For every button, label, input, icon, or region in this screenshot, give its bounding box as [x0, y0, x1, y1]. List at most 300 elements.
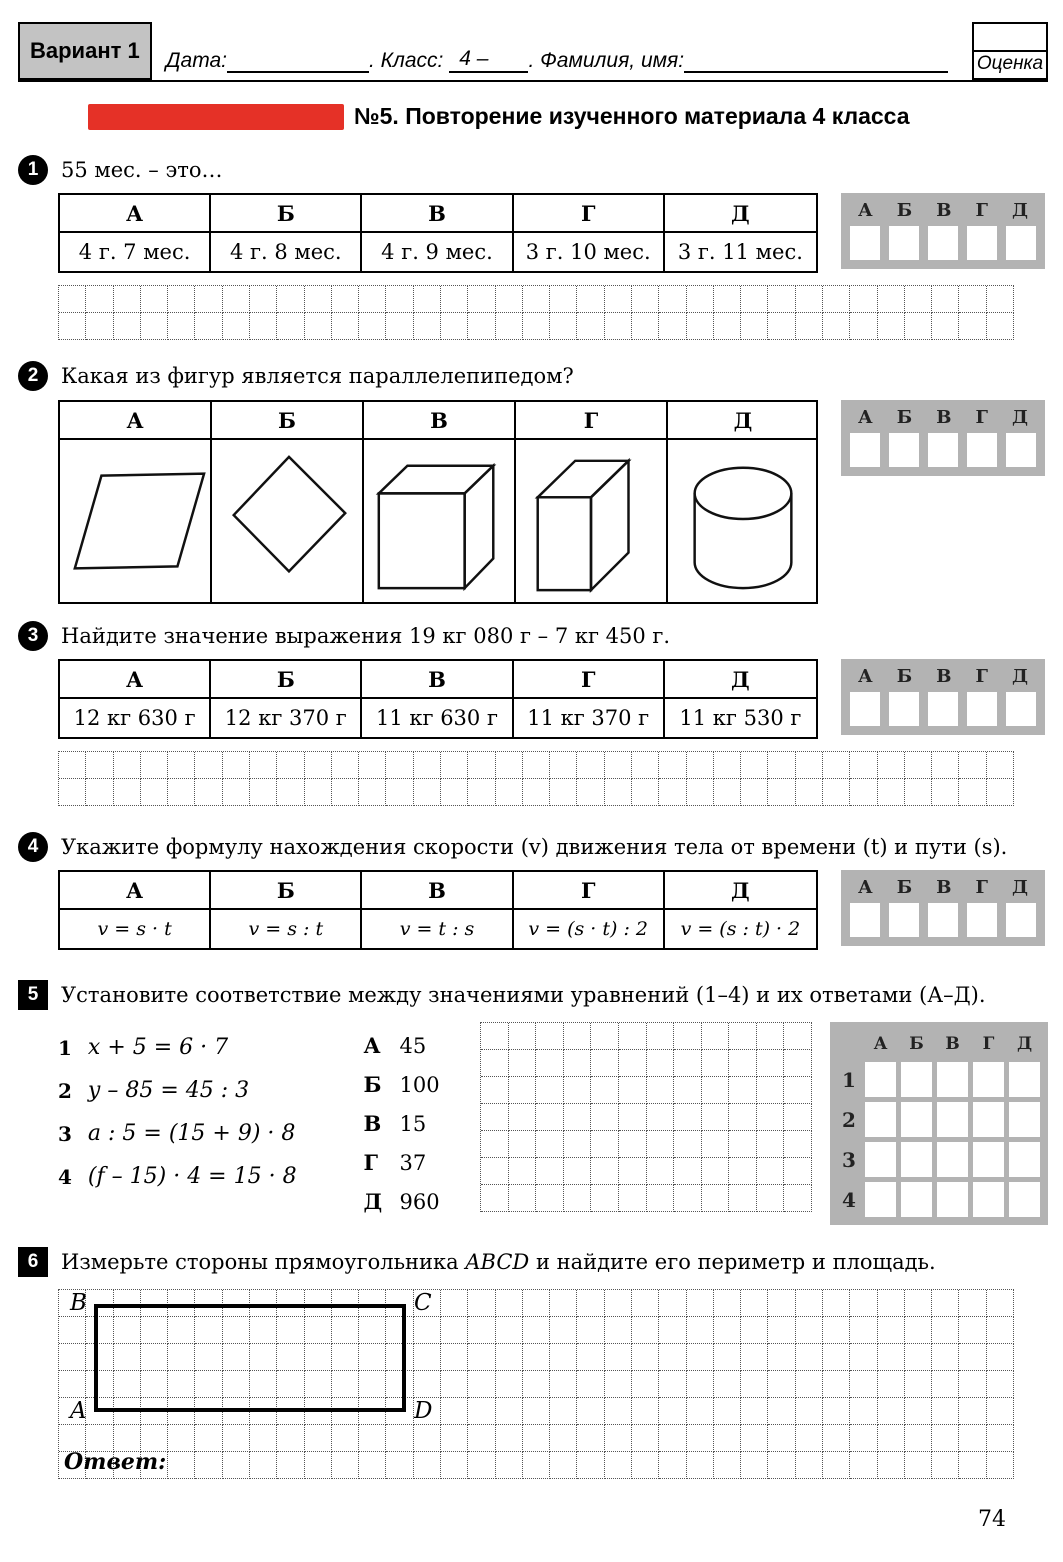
answer-letter: Г	[975, 877, 988, 898]
grid-cell	[714, 1317, 741, 1344]
grid-cell	[878, 1452, 905, 1479]
grid-cell	[674, 1185, 702, 1212]
matrix-cell	[1009, 1142, 1040, 1177]
matrix-row-label: 3	[842, 1147, 856, 1172]
grid-cell	[796, 1398, 823, 1425]
answer-letter: Б	[363, 1072, 382, 1097]
grid-cell	[932, 1398, 959, 1425]
grid-cell	[386, 313, 413, 340]
grid-cell	[509, 1158, 537, 1185]
matrix-col-letter: А	[873, 1033, 888, 1054]
grid-cell	[687, 1398, 714, 1425]
matrix-cell	[865, 1142, 896, 1177]
grid-cell	[878, 1425, 905, 1452]
grid-cell	[414, 1425, 441, 1452]
grid-cell	[632, 779, 659, 806]
grid-cell	[114, 779, 141, 806]
grid-cell	[414, 1344, 441, 1371]
redacted-stamp	[88, 104, 344, 130]
grid-cell	[414, 286, 441, 313]
grid-cell	[414, 752, 441, 779]
grid-cell	[496, 1317, 523, 1344]
grid-cell	[905, 1398, 932, 1425]
grid-cell	[959, 779, 986, 806]
grid-cell	[768, 1452, 795, 1479]
option-letter: А	[60, 402, 212, 440]
answer-letter: А	[858, 407, 873, 428]
grid-cell	[932, 313, 959, 340]
grid-cell	[659, 1425, 686, 1452]
equation-expression: (f – 15) · 4 = 15 · 8	[87, 1164, 297, 1189]
answer-square	[928, 903, 958, 937]
variant-box: Вариант 1	[18, 22, 152, 80]
option-formula: v = s : t	[211, 910, 362, 948]
matrix-cell	[865, 1062, 896, 1097]
grid-cell	[86, 779, 113, 806]
grid-cell	[632, 1344, 659, 1371]
equation-expression: y – 85 = 45 : 3	[87, 1078, 250, 1103]
grid-cell	[632, 1317, 659, 1344]
option-letter: Д	[665, 872, 816, 910]
grid-cell	[659, 752, 686, 779]
answer-letter: Д	[1011, 877, 1028, 898]
grid-cell	[741, 1452, 768, 1479]
grid-cell	[905, 1344, 932, 1371]
grid-cell	[414, 313, 441, 340]
grid-cell	[359, 752, 386, 779]
grid-cell	[959, 1371, 986, 1398]
figure-cell	[668, 440, 818, 602]
answer-letter: А	[858, 200, 873, 221]
answer-letter: Г	[363, 1150, 379, 1175]
matrix-cell	[973, 1142, 1004, 1177]
option-letter: Г	[514, 661, 665, 699]
grid-cell	[768, 1398, 795, 1425]
equation-number: 4	[58, 1164, 72, 1189]
grid-cell	[481, 1023, 509, 1050]
grid-cell	[605, 286, 632, 313]
option-formula: v = (s · t) : 2	[514, 910, 665, 948]
grid-cell	[741, 1371, 768, 1398]
grid-cell	[757, 1050, 785, 1077]
grid-cell	[481, 1185, 509, 1212]
answer-value: 100	[399, 1072, 440, 1097]
grid-cell	[577, 1344, 604, 1371]
grid-cell	[714, 1344, 741, 1371]
grid-cell	[332, 1425, 359, 1452]
grid-cell	[687, 286, 714, 313]
question-4-options-table	[58, 870, 818, 950]
grade-label: Оценка	[976, 53, 1044, 74]
equations-list	[58, 1022, 346, 1198]
question-4-answer-box	[841, 870, 1045, 946]
grid-cell	[577, 1317, 604, 1344]
grid-cell	[305, 286, 332, 313]
grid-cell	[702, 1050, 730, 1077]
grid-cell	[605, 1317, 632, 1344]
answer-square	[1006, 226, 1036, 260]
grid-cell	[86, 1425, 113, 1452]
grid-cell	[332, 313, 359, 340]
grid-cell	[714, 313, 741, 340]
grid-cell	[659, 1290, 686, 1317]
grid-cell	[550, 1371, 577, 1398]
matrix-cell	[901, 1142, 932, 1177]
grid-cell	[632, 1290, 659, 1317]
grid-cell	[768, 1317, 795, 1344]
grid-cell	[496, 1398, 523, 1425]
grid-cell	[141, 313, 168, 340]
grid-cell	[823, 286, 850, 313]
grid-cell	[619, 1131, 647, 1158]
grid-cell	[659, 1452, 686, 1479]
grid-cell	[468, 1425, 495, 1452]
grid-cell	[305, 1452, 332, 1479]
grid-cell	[850, 1452, 877, 1479]
grid-cell	[564, 1104, 592, 1131]
grid-cell	[59, 752, 86, 779]
grid-cell	[687, 313, 714, 340]
answer-letter: Б	[896, 200, 913, 221]
answer-letter: Б	[896, 877, 913, 898]
matrix-cell	[973, 1062, 1004, 1097]
grid-cell	[536, 1131, 564, 1158]
grid-cell	[850, 1317, 877, 1344]
grid-cell	[359, 1425, 386, 1452]
answer-square	[928, 692, 958, 726]
grid-cell	[591, 1131, 619, 1158]
matrix-col-letter: Д	[1016, 1033, 1033, 1054]
grid-cell	[550, 1425, 577, 1452]
grid-cell	[905, 1425, 932, 1452]
question-1-options-table	[58, 193, 818, 273]
equation-row	[58, 1112, 346, 1155]
grid-cell	[674, 1158, 702, 1185]
answer-squares	[850, 692, 1036, 726]
grid-cell	[729, 1050, 757, 1077]
matrix-cell	[865, 1182, 896, 1217]
page-number: 74	[978, 1507, 1006, 1532]
grid-cell	[591, 1077, 619, 1104]
grid-cell	[332, 1452, 359, 1479]
grid-cell	[987, 779, 1014, 806]
grid-cell	[796, 1344, 823, 1371]
grid-cell	[823, 313, 850, 340]
grid-cell	[784, 1104, 812, 1131]
question-2-content	[58, 400, 1048, 604]
grid-cell	[386, 752, 413, 779]
grid-cell	[959, 1344, 986, 1371]
grid-cell	[714, 286, 741, 313]
grid-cell	[359, 313, 386, 340]
answer-square	[967, 226, 997, 260]
grid-cell	[414, 1317, 441, 1344]
grid-cell	[509, 1104, 537, 1131]
grid-cell	[332, 752, 359, 779]
grid-cell	[878, 1344, 905, 1371]
grid-cell	[523, 1425, 550, 1452]
grid-cell	[796, 1452, 823, 1479]
grid-cell	[496, 752, 523, 779]
grid-cell	[768, 313, 795, 340]
grid-cell	[659, 1398, 686, 1425]
grid-cell	[702, 1185, 730, 1212]
grid-cell	[523, 1452, 550, 1479]
grid-cell	[659, 779, 686, 806]
grid-cell	[659, 1371, 686, 1398]
parallelogram-icon	[60, 442, 210, 600]
option-value: 11 кг 370 г	[514, 699, 665, 737]
grid-cell	[523, 1371, 550, 1398]
answer-square	[850, 226, 880, 260]
option-value: 4 г. 7 мес.	[60, 233, 211, 271]
grid-cell	[550, 313, 577, 340]
grid-cell	[550, 1452, 577, 1479]
grid-cell	[441, 1290, 468, 1317]
grid-cell	[757, 1158, 785, 1185]
grid-cell	[168, 779, 195, 806]
grid-cell	[850, 313, 877, 340]
grid-cell	[647, 1185, 675, 1212]
grade-box	[972, 22, 1048, 80]
answer-letter: В	[936, 200, 952, 221]
grid-cell	[277, 1452, 304, 1479]
grid-cell	[114, 313, 141, 340]
matrix-cell	[901, 1062, 932, 1097]
answer-value: 45	[399, 1033, 427, 1058]
grid-cell	[959, 1290, 986, 1317]
grid-cell	[687, 1425, 714, 1452]
option-letter: Б	[212, 402, 364, 440]
grid-cell	[481, 1158, 509, 1185]
option-letter: Г	[514, 872, 665, 910]
question-5-working-grid	[480, 1022, 812, 1212]
matrix-col-letter: В	[945, 1033, 960, 1054]
grid-cell	[850, 1344, 877, 1371]
question-2-text: Какая из фигур является параллелепипедом?	[61, 364, 574, 388]
option-letter: А	[60, 872, 211, 910]
grid-cell	[305, 313, 332, 340]
grid-cell	[141, 1425, 168, 1452]
grid-cell	[784, 1158, 812, 1185]
corner-label-b: B	[70, 1290, 87, 1316]
grid-cell	[605, 1371, 632, 1398]
grid-cell	[223, 752, 250, 779]
answer-row	[364, 1104, 462, 1143]
grid-cell	[468, 1317, 495, 1344]
grid-cell	[468, 1344, 495, 1371]
matrix-row-label: 1	[842, 1067, 856, 1092]
grid-cell	[414, 1452, 441, 1479]
grid-cell	[619, 1023, 647, 1050]
grid-cell	[550, 286, 577, 313]
grid-cell	[195, 779, 222, 806]
option-value: 3 г. 10 мес.	[514, 233, 665, 271]
grid-cell	[987, 286, 1014, 313]
question-4-content	[58, 870, 1048, 950]
grid-cell	[386, 286, 413, 313]
grid-cell	[905, 1317, 932, 1344]
grid-cell	[768, 286, 795, 313]
grid-cell	[729, 1023, 757, 1050]
class-blank-line	[496, 49, 528, 73]
grid-cell	[687, 1290, 714, 1317]
grid-cell	[195, 313, 222, 340]
equation-number: 1	[58, 1035, 72, 1060]
grid-cell	[359, 286, 386, 313]
matrix-cell	[937, 1102, 968, 1137]
option-letter: Б	[211, 872, 362, 910]
grid-cell	[509, 1050, 537, 1077]
question-6	[18, 1247, 1048, 1277]
grid-cell	[823, 1290, 850, 1317]
grid-cell	[714, 1452, 741, 1479]
grid-cell	[659, 286, 686, 313]
grid-cell	[277, 313, 304, 340]
option-letter: Д	[665, 661, 816, 699]
grid-cell	[250, 779, 277, 806]
grid-cell	[878, 1290, 905, 1317]
grid-cell	[741, 779, 768, 806]
grid-cell	[878, 752, 905, 779]
grid-cell	[605, 1425, 632, 1452]
answer-letter: А	[858, 666, 873, 687]
question-3-text: Найдите значение выражения 19 кг 080 г – 7 кг 450 г.	[61, 624, 671, 648]
grid-cell	[619, 1050, 647, 1077]
grid-cell	[468, 1452, 495, 1479]
option-letter: А	[60, 195, 211, 233]
grid-cell	[702, 1158, 730, 1185]
grid-cell	[714, 779, 741, 806]
answer-row	[364, 1182, 462, 1221]
question-4-text: Укажите формулу нахождения скорости (v) движения тела от времени (t) и пути (s).	[61, 835, 1008, 859]
grid-cell	[796, 286, 823, 313]
matrix-cell	[973, 1102, 1004, 1137]
grid-cell	[674, 1131, 702, 1158]
grid-cell	[223, 313, 250, 340]
grid-cell	[223, 286, 250, 313]
grid-cell	[523, 1398, 550, 1425]
option-value: 3 г. 11 мес.	[677, 240, 803, 264]
page-title: №5. Повторение изученного материала 4 класса	[354, 103, 910, 129]
option-value: 4 г. 8 мес.	[211, 233, 362, 271]
question-1	[18, 155, 1048, 185]
grid-cell	[932, 1344, 959, 1371]
grid-cell	[468, 286, 495, 313]
answer-square	[1006, 903, 1036, 937]
question-2-figures-table	[58, 400, 818, 604]
answer-square	[1006, 692, 1036, 726]
grid-cell	[305, 1425, 332, 1452]
answer-square	[850, 433, 880, 467]
grid-cell	[878, 779, 905, 806]
grid-cell	[632, 313, 659, 340]
grid-cell	[441, 1425, 468, 1452]
grid-cell	[359, 1452, 386, 1479]
grid-cell	[687, 779, 714, 806]
answer-letter: Д	[1011, 200, 1028, 221]
rectangle-abcd	[94, 1304, 406, 1412]
matrix-cell	[937, 1182, 968, 1217]
grid-cell	[702, 1104, 730, 1131]
cube-icon	[364, 442, 514, 600]
grid-cell	[796, 1290, 823, 1317]
grid-cell	[823, 1452, 850, 1479]
grid-cell	[441, 313, 468, 340]
question-5-badge: 5	[18, 980, 48, 1010]
grid-cell	[86, 313, 113, 340]
grid-cell	[729, 1104, 757, 1131]
grid-cell	[496, 1290, 523, 1317]
grid-cell	[496, 286, 523, 313]
grid-cell	[932, 286, 959, 313]
grid-cell	[59, 779, 86, 806]
grid-cell	[523, 1290, 550, 1317]
question-4-badge: 4	[18, 832, 48, 862]
grid-cell	[987, 1344, 1014, 1371]
question-3-answer-box	[841, 659, 1045, 735]
grid-cell	[386, 1425, 413, 1452]
option-letter: В	[362, 661, 513, 699]
grid-cell	[550, 1317, 577, 1344]
grid-cell	[441, 1398, 468, 1425]
grid-cell	[714, 1290, 741, 1317]
question-6-text-prefix: Измерьте стороны прямоугольника	[61, 1250, 466, 1274]
matrix-corner	[838, 1030, 860, 1057]
equation-number: 3	[58, 1121, 72, 1146]
grid-cell	[632, 1398, 659, 1425]
grid-cell	[987, 1317, 1014, 1344]
grid-cell	[564, 1023, 592, 1050]
question-3-options-table	[58, 659, 818, 739]
grid-cell	[959, 1398, 986, 1425]
class-value: 4 –	[449, 47, 496, 73]
grid-cell	[768, 1344, 795, 1371]
grid-cell	[250, 286, 277, 313]
grid-cell	[741, 1425, 768, 1452]
grid-cell	[741, 1317, 768, 1344]
grid-cell	[509, 1131, 537, 1158]
grid-cell	[796, 1371, 823, 1398]
grid-cell	[987, 752, 1014, 779]
grid-cell	[878, 286, 905, 313]
grid-cell	[550, 1344, 577, 1371]
answer-square	[1006, 433, 1036, 467]
answer-letter: В	[936, 666, 952, 687]
question-3-badge: 3	[18, 621, 48, 651]
grid-cell	[632, 752, 659, 779]
grid-cell	[496, 1452, 523, 1479]
option-letter: А	[60, 661, 211, 699]
corner-label-a: A	[70, 1398, 87, 1424]
answer-square	[889, 903, 919, 937]
grid-cell	[784, 1185, 812, 1212]
grid-cell	[619, 1104, 647, 1131]
grid-cell	[496, 1371, 523, 1398]
grade-empty-cell	[974, 24, 1046, 52]
grid-cell	[632, 1452, 659, 1479]
grid-cell	[250, 752, 277, 779]
question-1-content	[58, 193, 1048, 273]
grid-cell	[441, 286, 468, 313]
answer-letter: Б	[896, 666, 913, 687]
grid-cell	[577, 1371, 604, 1398]
answers-list	[364, 1022, 462, 1221]
grid-cell	[168, 1452, 195, 1479]
matrix-cell	[1009, 1062, 1040, 1097]
grid-cell	[577, 1290, 604, 1317]
grid-cell	[250, 1425, 277, 1452]
